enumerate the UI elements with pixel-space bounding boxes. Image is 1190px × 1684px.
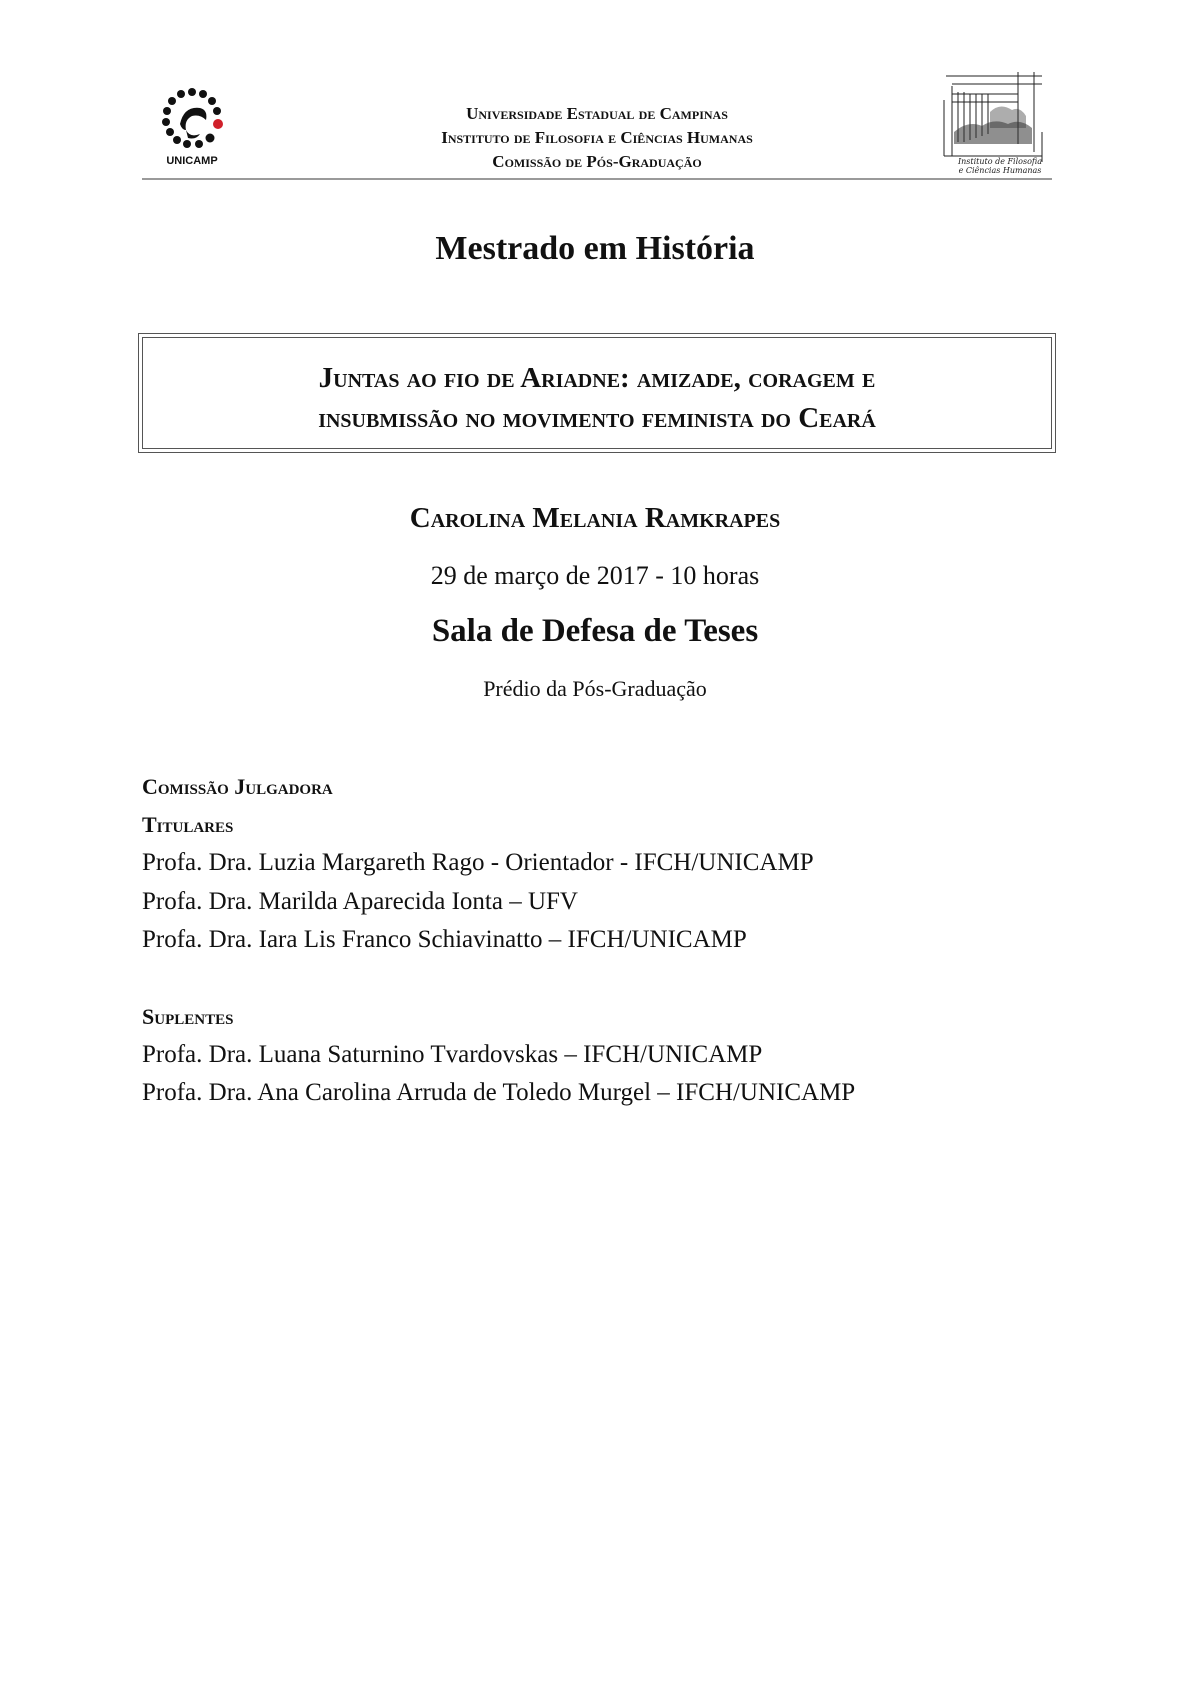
- examining-committee: [142, 768, 1042, 1113]
- letterhead: [142, 72, 1052, 180]
- titulares-heading: Titulares: [142, 812, 234, 837]
- defense-building: Prédio da Pós-Graduação: [483, 676, 707, 701]
- committee-member: Profa. Dra. Iara Lis Franco Schiavinatto – IFCH/UNICAMP: [142, 926, 747, 953]
- alternate-member: Profa. Dra. Luana Saturnino Tvardovskas – IFCH/UNICAMP: [142, 1040, 763, 1068]
- committee-heading: Comissão Julgadora: [142, 774, 333, 799]
- defense-room: Sala de Defesa de Teses: [431, 613, 759, 649]
- defense-date-time: 29 de março de 2017 - 10 horas: [430, 561, 760, 590]
- university-name: Universidade Estadual de Campinas: [466, 104, 728, 123]
- alternate-member: Profa. Dra. Ana Carolina Arruda de Toledo Murgel – IFCH/UNICAMP: [142, 1079, 856, 1106]
- suplentes-heading: Suplentes: [142, 1003, 234, 1029]
- thesis-title-box: [142, 337, 1052, 449]
- thesis-title-line-1: Juntas ao fio de Ariadne: amizade, coragem e: [318, 362, 876, 394]
- institution-heading: [142, 102, 1052, 174]
- program-title: Mestrado em História: [435, 230, 755, 267]
- thesis-title: [143, 358, 1051, 438]
- thesis-title-line-2: insubmissão no movimento feminista do Ceará: [318, 402, 876, 434]
- svg-text:Instituto de Filosofia: Instituto de Filosofia: [957, 157, 1043, 166]
- committee-member: Profa. Dra. Luzia Margareth Rago - Orientador - IFCH/UNICAMP: [142, 849, 814, 876]
- svg-text:e Ciências Humanas: e Ciências Humanas: [958, 166, 1042, 175]
- section-spacer: [142, 960, 1042, 998]
- candidate-name: Carolina Melania Ramkrapes: [409, 502, 781, 534]
- commission-name: Comissão de Pós-Graduação: [492, 152, 702, 171]
- institute-name: Instituto de Filosofia e Ciências Humanas: [441, 128, 753, 147]
- svg-text:UNICAMP: UNICAMP: [166, 155, 218, 167]
- committee-member: Profa. Dra. Marilda Aparecida Ionta – UFV: [142, 887, 578, 915]
- ifch-logo: [938, 72, 1044, 176]
